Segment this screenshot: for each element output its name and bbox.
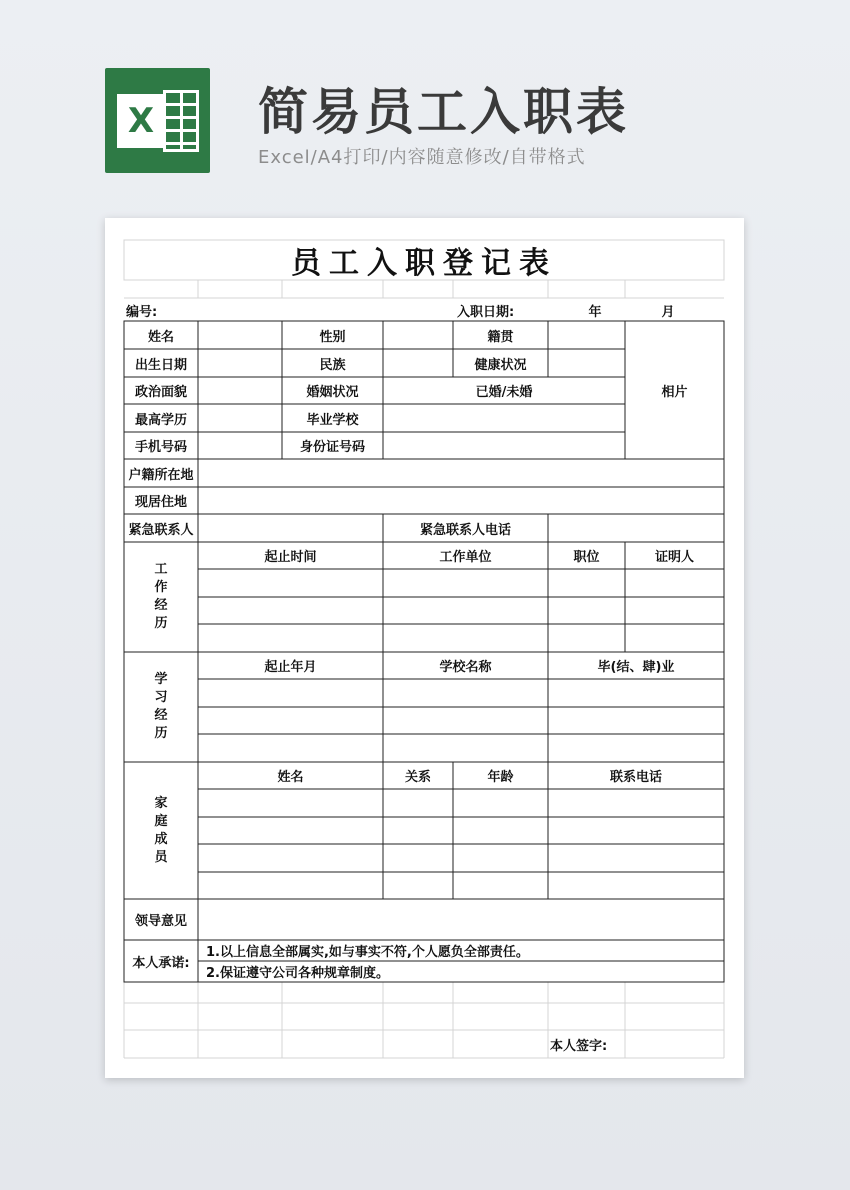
excel-x-letter: X [117,94,165,148]
family-header-name: 姓名 [277,770,304,785]
month-label: 月 [661,304,675,320]
phone-label: 手机号码 [134,440,187,455]
health-field[interactable] [548,349,625,377]
work-header-period: 起止时间 [264,550,317,565]
family-label-char: 家 [154,795,168,811]
native-place-field[interactable] [548,321,625,349]
native-place-label: 籍贯 [487,329,514,345]
family-header-age: 年龄 [487,770,514,785]
form-title: 员工入职登记表 [291,246,557,281]
residence-label: 现居住地 [134,495,187,510]
commitment-item-1: 1.以上信息全部属实,如与事实不符,个人愿负全部责任。 [206,945,529,960]
school-label: 毕业学校 [306,412,359,428]
family-header-relation: 关系 [404,770,431,785]
work-label-char: 历 [154,616,168,631]
residence-field[interactable] [198,487,724,514]
work-section-label [124,542,198,652]
emergency-phone-field[interactable] [548,514,724,542]
political-field[interactable] [198,377,282,404]
study-label-char: 历 [154,726,168,741]
study-label-char: 习 [154,690,168,705]
family-label-char: 庭 [154,813,168,829]
emergency-phone-label: 紧急联系人电话 [419,522,511,538]
id-number-label: 身份证号码 [299,440,365,455]
study-label-char: 学 [154,672,168,687]
leader-opinion-field[interactable] [198,899,724,940]
ethnicity-field[interactable] [383,349,453,377]
commitment-label: 本人承诺: [132,955,190,971]
work-header-position: 职位 [573,550,600,565]
work-label-char: 工 [154,562,168,577]
leader-opinion-label: 领导意见 [134,914,187,929]
number-label: 编号: [126,304,158,320]
id-number-field[interactable] [383,432,625,459]
family-label-char: 员 [154,849,168,865]
page-subtitle: Excel/A4打印/内容随意修改/自带格式 [258,147,586,168]
phone-field[interactable] [198,432,282,459]
photo-box[interactable]: 相片 [661,384,688,400]
name-field[interactable] [198,321,282,349]
gender-field[interactable] [383,321,453,349]
gender-label: 性别 [319,329,346,345]
work-label-char: 经 [154,598,168,613]
entry-date-label: 入职日期: [457,304,515,320]
family-header-phone: 联系电话 [609,770,662,785]
work-header-employer: 工作单位 [439,550,492,565]
ethnicity-label: 民族 [319,357,346,373]
emergency-contact-field[interactable] [198,514,383,542]
health-label: 健康状况 [474,357,527,373]
study-header-school: 学校名称 [439,660,492,675]
education-field[interactable] [198,404,282,432]
school-field[interactable] [383,404,625,432]
education-label: 最高学历 [134,412,187,428]
household-field[interactable] [198,459,724,487]
signature-field[interactable] [625,1032,724,1056]
work-label-char: 作 [154,580,168,595]
political-label: 政治面貌 [134,385,187,400]
birth-date-field[interactable] [198,349,282,377]
signature-label: 本人签字: [550,1038,608,1054]
study-label-char: 经 [154,708,168,723]
page-title: 简易员工入职表 [258,83,629,141]
name-label: 姓名 [147,329,174,345]
study-section-label [124,652,198,762]
study-header-status: 毕(结、肆)业 [597,660,675,675]
family-label-char: 成 [154,831,168,847]
marital-field[interactable]: 已婚/未婚 [475,385,533,400]
family-section-label [124,762,198,899]
commitment-item-2: 2.保证遵守公司各种规章制度。 [206,966,389,981]
marital-label: 婚姻状况 [306,385,359,400]
birth-date-label: 出生日期 [134,357,187,373]
household-label: 户籍所在地 [128,467,194,483]
study-header-period: 起止年月 [264,660,317,675]
work-header-reference: 证明人 [654,550,694,565]
emergency-contact-label: 紧急联系人 [128,522,194,538]
year-label: 年 [588,304,602,320]
